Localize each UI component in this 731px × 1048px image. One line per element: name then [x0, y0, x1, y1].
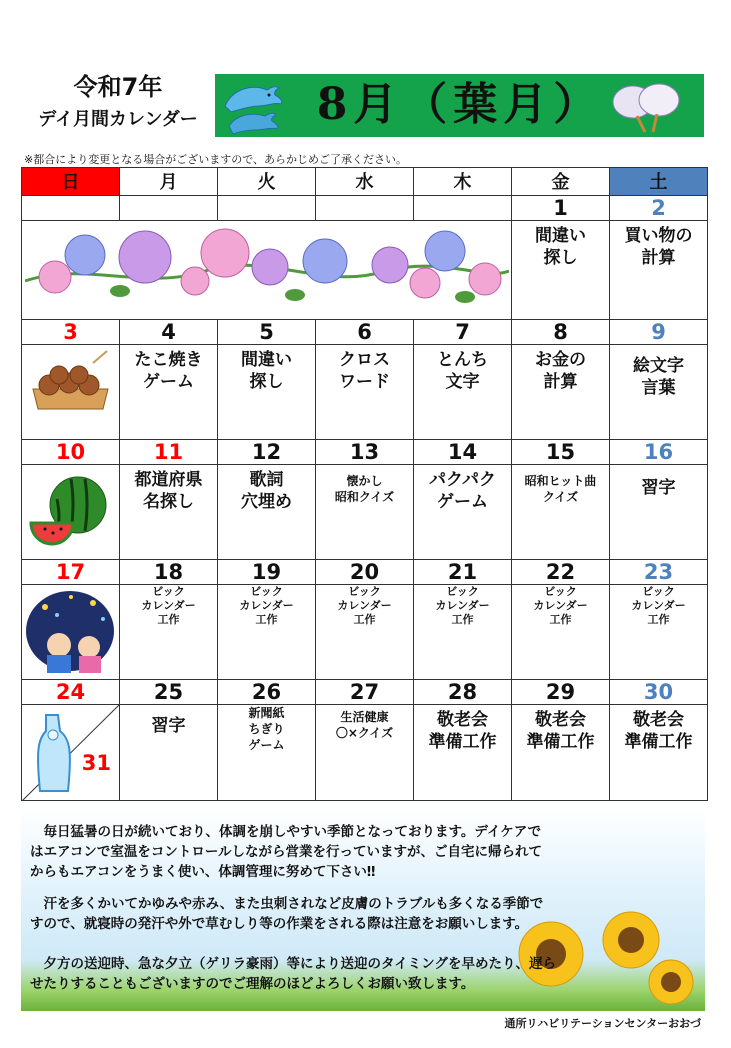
activity-cell	[610, 221, 708, 320]
activity-label: 間違い 探し	[535, 226, 586, 268]
header-left	[28, 72, 208, 134]
activity-cell	[120, 345, 218, 440]
week-2-activity-row	[22, 345, 708, 440]
date-cell	[22, 560, 120, 585]
month-title: 8月（葉月）	[316, 79, 604, 130]
date-cell	[120, 196, 218, 221]
month-banner	[215, 74, 704, 137]
activity-label: ビック カレンダー 工作	[435, 585, 490, 626]
activity-label: 習字	[641, 478, 676, 498]
fireworks-icon	[23, 585, 118, 675]
date-cell	[218, 196, 316, 221]
notice-text: ※都合により変更となる場合がございますので、あらかじめご了承ください。	[24, 153, 407, 166]
watermelon-illustration	[22, 465, 120, 560]
day-number: 16	[643, 440, 674, 464]
date-cell	[218, 560, 316, 585]
date-cell	[218, 680, 316, 705]
activity-cell	[512, 345, 610, 440]
date-cell	[22, 680, 120, 705]
activity-cell	[218, 465, 316, 560]
date-cell	[218, 440, 316, 465]
morning-glory-illustration	[22, 221, 512, 320]
activity-label: 間違い 探し	[241, 350, 292, 392]
day-number: 30	[643, 680, 674, 704]
date-cell	[512, 680, 610, 705]
date-cell	[610, 320, 708, 345]
day-number: 20	[349, 560, 380, 584]
activity-label: 敬老会 準備工作	[624, 710, 693, 752]
date-cell	[512, 560, 610, 585]
activity-cell	[512, 465, 610, 560]
date-cell	[120, 440, 218, 465]
date-cell	[414, 560, 512, 585]
weekday-sun: 日	[22, 168, 120, 196]
activity-label: ビック カレンダー 工作	[337, 585, 392, 626]
day-number: 11	[153, 440, 184, 464]
activity-label: ビック カレンダー 工作	[533, 585, 588, 626]
week-4-activity-row	[22, 585, 708, 680]
date-cell	[512, 196, 610, 221]
takoyaki-icon	[23, 345, 118, 435]
activity-label: 習字	[151, 716, 186, 736]
weekday-thu: 木	[414, 168, 512, 196]
weekday-tue: 火	[218, 168, 316, 196]
day-number: 9	[651, 320, 666, 344]
weekday-header-row	[22, 168, 708, 196]
date-cell	[218, 320, 316, 345]
activity-cell	[218, 345, 316, 440]
activity-label: 生活健康 〇×クイズ	[335, 710, 394, 740]
activity-cell	[512, 705, 610, 801]
activity-label: 都道府県 名探し	[134, 470, 203, 512]
date-cell	[512, 440, 610, 465]
week-3-date-row	[22, 440, 708, 465]
message-paragraph-1: 毎日猛暑の日が続いており、体調を崩しやすい季節となっております。デイケアで はエアコンで室温をコントロールしながら営業を行っていますが、ご自宅に帰られて からもエアコンをうまく使い、体調管理に努めて下さい‼	[30, 824, 543, 880]
activity-label: 歌詞 穴埋め	[241, 470, 292, 512]
date-cell	[316, 320, 414, 345]
date-cell	[22, 440, 120, 465]
dolphin-icon	[219, 76, 291, 136]
year-label: 令和7年	[73, 73, 163, 101]
takoyaki-illustration	[22, 345, 120, 440]
week-1-date-row	[22, 196, 708, 221]
activity-cell	[610, 585, 708, 680]
facility-credit: 通所リハビリテーションセンターおおづ	[504, 1017, 701, 1030]
activity-label: 敬老会 準備工作	[526, 710, 595, 752]
day-number: 1	[553, 196, 568, 220]
activity-label: とんち 文字	[437, 350, 488, 392]
date-cell	[316, 560, 414, 585]
day-number: 17	[55, 560, 86, 584]
activity-cell	[120, 705, 218, 801]
day-number: 2	[651, 196, 666, 220]
message-paragraph-2: 汗を多くかいてかゆみや赤み、また虫刺されなど皮膚のトラブルも多くなる季節で すので、就寝時の発汗や外で草むしり等の作業をされる際は注意をお願いします。	[30, 896, 544, 932]
day-number: 4	[161, 320, 176, 344]
date-cell	[414, 320, 512, 345]
day-number: 23	[643, 560, 674, 584]
day-number: 7	[455, 320, 470, 344]
date-cell	[610, 440, 708, 465]
date-cell	[120, 560, 218, 585]
date-cell	[414, 440, 512, 465]
date-cell	[120, 320, 218, 345]
weekday-mon: 月	[120, 168, 218, 196]
date-cell	[120, 680, 218, 705]
day-number: 6	[357, 320, 372, 344]
activity-cell	[316, 345, 414, 440]
activity-label: ビック カレンダー 工作	[239, 585, 294, 626]
activity-label: ビック カレンダー 工作	[631, 585, 686, 626]
day-number: 27	[349, 680, 380, 704]
day-number: 14	[447, 440, 478, 464]
message-paragraph-3: 夕方の送迎時、急な夕立（ゲリラ豪雨）等により送迎のタイミングを早めたり、遅ら せたりすることもございますのでご理解のほどよろしくお願い致します。	[30, 956, 556, 992]
week-5-activity-row	[22, 705, 708, 801]
day-number: 13	[349, 440, 380, 464]
activity-cell	[120, 465, 218, 560]
date-cell	[22, 196, 120, 221]
activity-cell	[316, 585, 414, 680]
activity-cell	[120, 585, 218, 680]
day-number: 21	[447, 560, 478, 584]
day-number: 18	[153, 560, 184, 584]
activity-label: お金の 計算	[535, 350, 586, 392]
activity-cell	[414, 465, 512, 560]
activity-label: 懐かし 昭和クイズ	[334, 474, 395, 504]
activity-cell	[218, 585, 316, 680]
day-number: 8	[553, 320, 568, 344]
day-number: 29	[545, 680, 576, 704]
activity-cell	[610, 705, 708, 801]
activity-cell	[610, 345, 708, 440]
date-cell	[414, 196, 512, 221]
morning-glory-icon	[25, 221, 509, 315]
activity-label: ビック カレンダー 工作	[141, 585, 196, 626]
activity-cell	[414, 345, 512, 440]
date-cell	[22, 320, 120, 345]
day-number: 5	[259, 320, 274, 344]
day-number: 10	[55, 440, 86, 464]
day-number: 3	[63, 320, 78, 344]
day-number: 26	[251, 680, 282, 704]
weekday-wed: 水	[316, 168, 414, 196]
week-5-date-row	[22, 680, 708, 705]
date-cell	[316, 440, 414, 465]
day-number: 12	[251, 440, 282, 464]
date-cell	[512, 320, 610, 345]
weekday-fri: 金	[512, 168, 610, 196]
week-4-date-row	[22, 560, 708, 585]
activity-label: たこ焼き ゲーム	[134, 350, 203, 392]
activity-cell	[610, 465, 708, 560]
activity-label: 新聞紙 ちぎり ゲーム	[248, 706, 285, 752]
week-1-activity-row	[22, 221, 708, 320]
day-number: 15	[545, 440, 576, 464]
date-cell	[610, 560, 708, 585]
date-cell	[610, 196, 708, 221]
date-cell	[414, 680, 512, 705]
calendar-grid	[21, 167, 708, 801]
fireworks-illustration	[22, 585, 120, 680]
activity-label: パクパク ゲーム	[429, 470, 496, 512]
day-number: 19	[251, 560, 282, 584]
activity-label: 昭和ヒット曲 クイズ	[524, 474, 597, 504]
calendar-subtitle: デイ月間カレンダー	[38, 109, 198, 130]
date-cell	[610, 680, 708, 705]
week-3-activity-row	[22, 465, 708, 560]
activity-cell	[512, 585, 610, 680]
day-number: 25	[153, 680, 184, 704]
activity-cell	[414, 705, 512, 801]
activity-label: クロス ワード	[339, 350, 390, 392]
activity-cell	[316, 465, 414, 560]
date-cell	[316, 196, 414, 221]
weekday-sat: 土	[610, 168, 708, 196]
day-number: 24	[55, 680, 86, 704]
activity-cell	[512, 221, 610, 320]
date-cell	[316, 680, 414, 705]
activity-cell	[414, 585, 512, 680]
watermelon-icon	[23, 465, 118, 555]
day-number: 22	[545, 560, 576, 584]
day-31-cell	[22, 705, 120, 801]
activity-cell	[218, 705, 316, 801]
fan-icon	[607, 80, 687, 134]
day-number-31: 31	[81, 751, 111, 775]
week-2-date-row	[22, 320, 708, 345]
activity-label: 敬老会 準備工作	[428, 710, 497, 752]
activity-label: 絵文字 言葉	[633, 356, 684, 398]
activity-cell	[316, 705, 414, 801]
day-number: 28	[447, 680, 478, 704]
activity-label: 買い物の 計算	[624, 226, 693, 268]
